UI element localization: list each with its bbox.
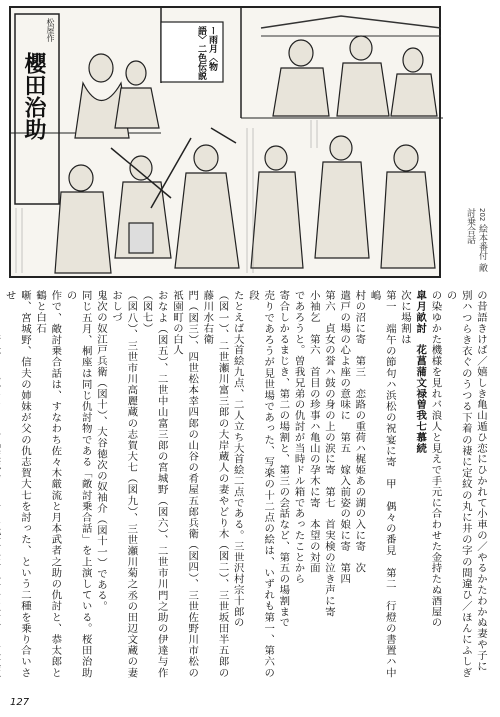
- woodblock-illustration: [9, 6, 441, 278]
- body-line: 別ハつらき衣ぐのうつる下着の褄に定紋の丸に井の字の間違ひ／ほんにふしぎの: [444, 290, 472, 678]
- caption-line-2: 敵討乗合話: [465, 208, 487, 273]
- body-line: 門（図三）、四世松本幸四郎の山谷の肴屋五郎兵衛（図四）、三世佐野川市松の祇園町の白人: [170, 290, 199, 678]
- body-line: （図一）、二世瀬川富三郎の大岸蔵人の妻やどり木（図二）、三世坂田半五郎の藤川水右衛: [201, 290, 229, 678]
- body-line: 鬼次の奴江戸兵衛（図十）、大谷徳次の奴袖介（図十一）である。: [94, 290, 107, 612]
- body-line: 第一 端午の節句ハ浜松の祝宴に寄 甲 偶々の番見 第二 行燈の書置ハ中嶋: [368, 290, 396, 678]
- body-line: おなよ（図五）、二世中山富三郎の宮城野（図六）、二世市川門之助の伊達与作（図七）: [140, 290, 168, 678]
- body-line: 噺、宮城野、信夫の姉妹が父の仇志賀大七を討った、という二種を乗り合いさせ: [3, 290, 31, 678]
- body-line: たとえば大首絵九点、二人立ち大首絵二点である。三世沢村宗十郎の: [231, 290, 244, 628]
- body-line: の染ゆかた機様を見れバ浪人と見えで手元に合わせた金持たぬ酒屋の: [429, 290, 442, 628]
- body-line: 次に場割は: [398, 290, 411, 345]
- page-number: 127: [10, 697, 30, 708]
- body-line: 村の沼に寄 第三 恋路の重荷ハ梶姫あの湖の入に寄 次: [353, 290, 366, 574]
- body-line: であろうと。曽我兄弟の仇討が当時ドル箱であったことから: [292, 290, 305, 585]
- caption-line-1: 絵本番付: [477, 224, 487, 261]
- body-line: 皐月畝討 花菖蒲文禄曽我七慕続: [414, 290, 427, 454]
- author-name-sign: 櫻田治助: [21, 52, 47, 140]
- title-box-text: ー雨月〈物語〉二色伝説: [196, 26, 217, 80]
- caption-number: 202: [478, 208, 486, 222]
- illustration-drawing: [11, 8, 443, 280]
- author-small-label: 松屋作: [46, 18, 55, 42]
- body-line: [0, 290, 2, 678]
- body-line: 売りであろうが見世場であった、写楽の十二点の絵は、いずれも第一、第六の段: [246, 290, 275, 678]
- body-line: 小袖乞 第六 首目の珍事ハ亀山の孕木に寄 本望の対面: [307, 290, 320, 574]
- figure-caption: [452, 208, 488, 278]
- vertical-body-text: [3, 290, 488, 678]
- body-line: 第六 貞女の誉ハ鼓の身の上の涙に寄 第七 首実検の泣き声に寄: [322, 290, 335, 617]
- body-line: （図八）、三世市川高麗蔵の志賀大七（図九）、三世瀬川菊之丞の田辺文蔵の妻おしづ: [110, 290, 138, 678]
- body-line: 遣戸の場の心よ座の意味に 第五 嫁入前姿の娘に寄 第四: [338, 290, 351, 585]
- body-line: 寄合しかるまじき、第二の場割と、第三の会話など、第五の場割まで: [277, 290, 290, 628]
- body-line: の昔語きけば／嬉しき亀山遁ひ恋にひかれて小車の／やるかたわかぬ妻や子に: [475, 290, 487, 672]
- body-line: 作で、敵討乗合話は、すなわち佐々木厳流と月本武者之助の仇討と、恭太郎と鶴と白石: [34, 290, 62, 678]
- body-line: 同じ五月、桐座は同じ仇討物である「敵討乗合話」を上演している。桜田治助の: [64, 290, 92, 678]
